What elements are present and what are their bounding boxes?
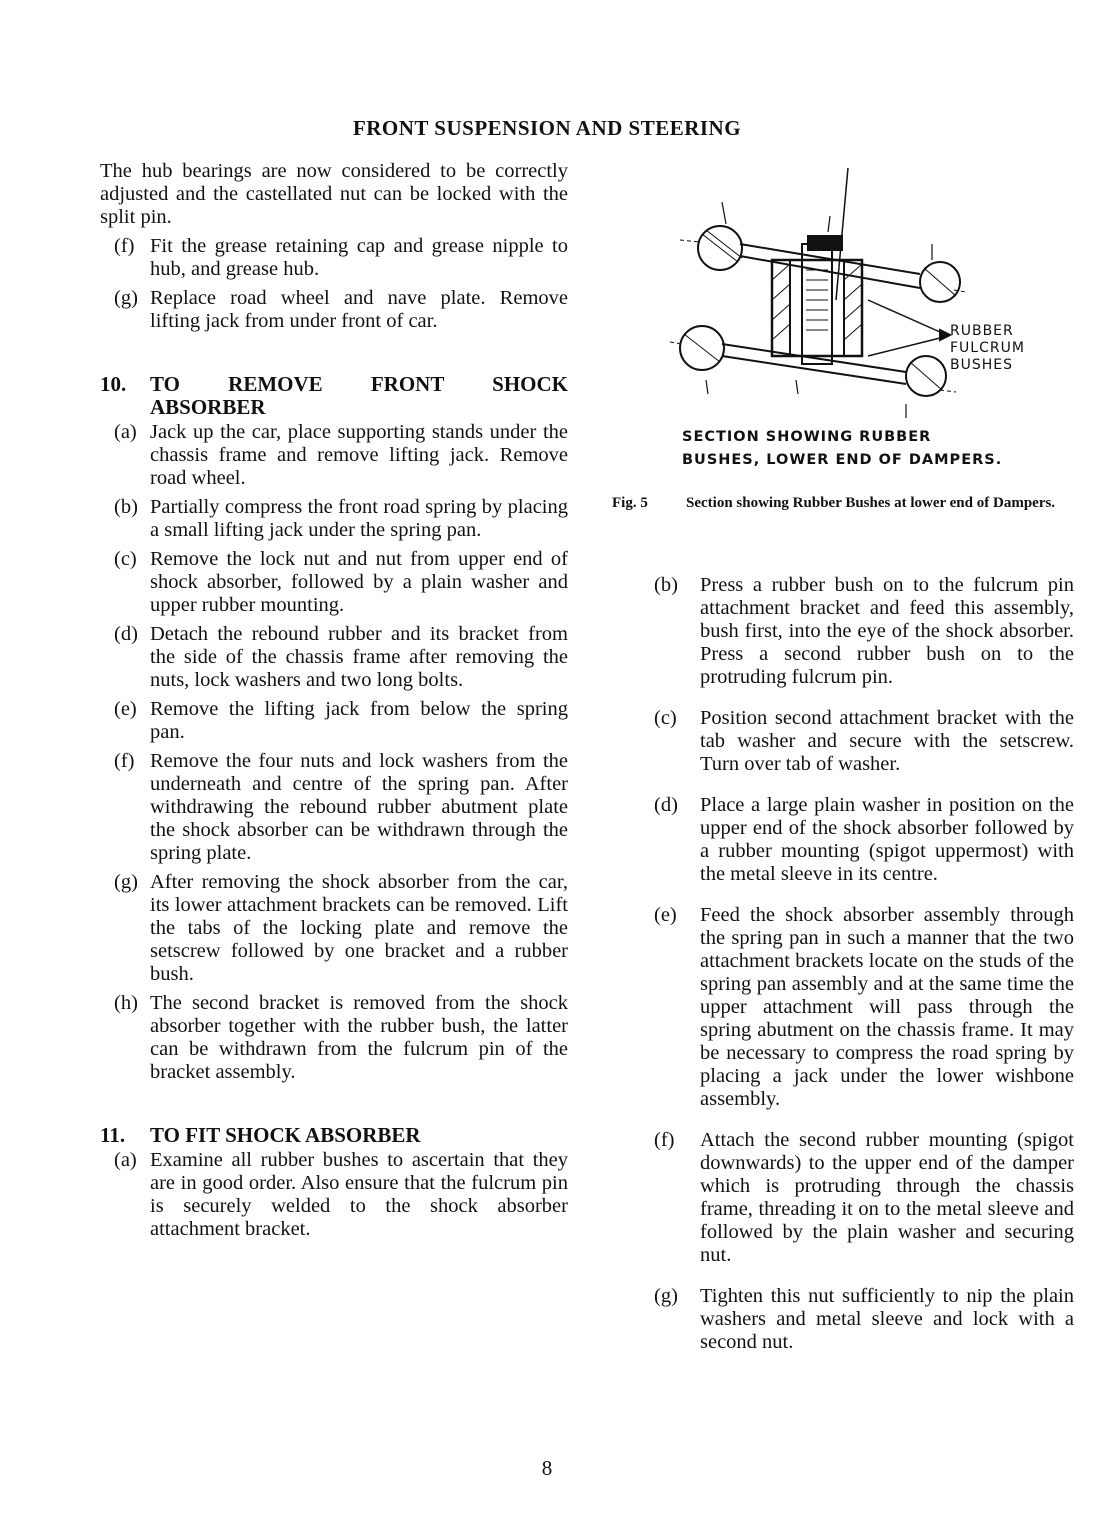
item-label: (d) [114,623,138,645]
callout-line: RUBBER [950,323,1014,339]
item-text: Detach the rebound rubber and its bracket from the side of the chassis frame after removing the nuts, lock washers and two long bolts. [150,623,568,691]
section-number: 10. [100,372,127,396]
item-text: Tighten this nut sufficiently to nip the plain washers and metal sleeve and lock with a second nut. [700,1285,1074,1353]
list-item [606,574,1074,689]
list-item [100,1149,568,1241]
list-item [100,623,568,692]
list-item [606,1129,1074,1267]
figure-image-caption [682,426,1042,472]
item-text: Remove the four nuts and lock washers from the underneath and centre of the spring pan. After withdrawing the rebound rubber abutment plate the shock absorber can be withdrawn through the spring plate. [150,750,568,864]
item-label: (d) [654,794,678,816]
item-label: (f) [654,1129,675,1151]
item-label: (b) [114,496,138,518]
item-label: (a) [114,421,137,443]
right-column [606,574,1074,1354]
item-text: After removing the shock absorber from the car, its lower attachment brackets can be removed. Lift the tabs of the locking plate and remove the setscrew followed by one bracket and a rubber bush. [150,871,568,985]
callout-line: FULCRUM [950,340,1025,356]
item-label: (a) [114,1149,137,1171]
list-item [100,698,568,744]
figure-label: Fig. 5 [612,495,648,511]
list-item [100,992,568,1084]
list-item [100,496,568,542]
item-label: (e) [114,698,137,720]
page-title: FRONT SUSPENSION AND STEERING [352,116,742,140]
section-title: TO FIT SHOCK ABSORBER [150,1123,421,1147]
figure-caption-text: Section showing Rubber Bushes at lower end of Dampers. [686,495,1056,511]
item-text: Fit the grease retaining cap and grease nipple to hub, and grease hub. [150,235,568,280]
list-item [100,421,568,490]
list-item [100,235,568,281]
item-label: (c) [114,548,137,570]
list-item [100,287,568,333]
item-label: (f) [114,750,135,772]
caption-line: BUSHES, LOWER END OF DAMPERS. [682,452,1003,468]
item-label: (g) [114,871,138,893]
item-text: Jack up the car, place supporting stands under the chassis frame and remove lifting jack. Remove road wheel. [150,421,568,489]
item-label: (b) [654,574,678,596]
figure-caption [610,494,1074,513]
item-text: Press a rubber bush on to the fulcrum pin attachment bracket and feed this assembly, bush first, into the eye of the shock absorber. Press a second rubber bush on to the protruding fulcrum pin. [700,574,1074,688]
list-item [606,707,1074,776]
item-text: Position second attachment bracket with the tab washer and secure with the setscrew. Turn over tab of washer. [700,707,1074,775]
intro-paragraph: The hub bearings are now considered to be correctly adjusted and the castellated nut can be locked with the split pin. [100,160,568,228]
list-item [606,794,1074,886]
item-text: Examine all rubber bushes to ascertain that they are in good order. Also ensure that the fulcrum pin is securely welded to the shock absorber attachment bracket. [150,1149,568,1240]
item-label: (h) [114,992,138,1014]
item-label: (g) [114,287,138,309]
section-title-line2: ABSORBER [150,395,266,419]
list-item [606,904,1074,1111]
item-text: The second bracket is removed from the shock absorber together with the rubber bush, the latter can be withdrawn from the fulcrum pin of the bracket assembly. [150,992,568,1083]
item-text: Remove the lifting jack from below the spring pan. [150,698,568,743]
item-text: Attach the second rubber mounting (spigot downwards) to the upper end of the damper which is protruding through the chassis frame, threading it on to the metal sleeve and followed by the plain washer and securing nut. [700,1129,1074,1266]
figure-callout [950,323,1025,374]
item-label: (f) [114,235,135,257]
list-item [100,750,568,865]
section-10-heading [100,373,568,419]
page-number: 8 [541,1456,553,1480]
section-11-heading [100,1124,568,1147]
item-text: Replace road wheel and nave plate. Remove lifting jack from under front of car. [150,287,568,332]
damper-section-diagram [640,160,1070,420]
item-text: Feed the shock absorber assembly through the spring pan in such a manner that the two attachment brackets locate on the studs of the spring pan assembly and at the same time the upper attachment will pass through the spring abutment on the chassis frame. It may be necessary to compress the road spring by placing a jack under the lower wishbone assembly. [700,904,1074,1110]
item-text: Remove the lock nut and nut from upper end of shock absorber, followed by a plain washer and upper rubber mounting. [150,548,568,616]
figure-section-drawing [640,160,1070,420]
caption-line: SECTION SHOWING RUBBER [682,429,932,445]
section-number: 11. [100,1123,126,1147]
list-item [606,1285,1074,1354]
item-label: (g) [654,1285,678,1307]
item-text: Place a large plain washer in position on the upper end of the shock absorber followed by a rubber mounting (spigot uppermost) with the metal sleeve in its centre. [700,794,1074,885]
item-label: (e) [654,904,677,926]
section-title [150,373,568,419]
list-item [100,548,568,617]
callout-line: BUSHES [950,357,1013,373]
item-text: Partially compress the front road spring by placing a small lifting jack under the spring pan. [150,496,568,541]
list-item [100,871,568,986]
section-title-line1: TO REMOVE FRONT SHOCK [150,372,568,396]
left-column [100,160,568,1241]
item-label: (c) [654,707,677,729]
